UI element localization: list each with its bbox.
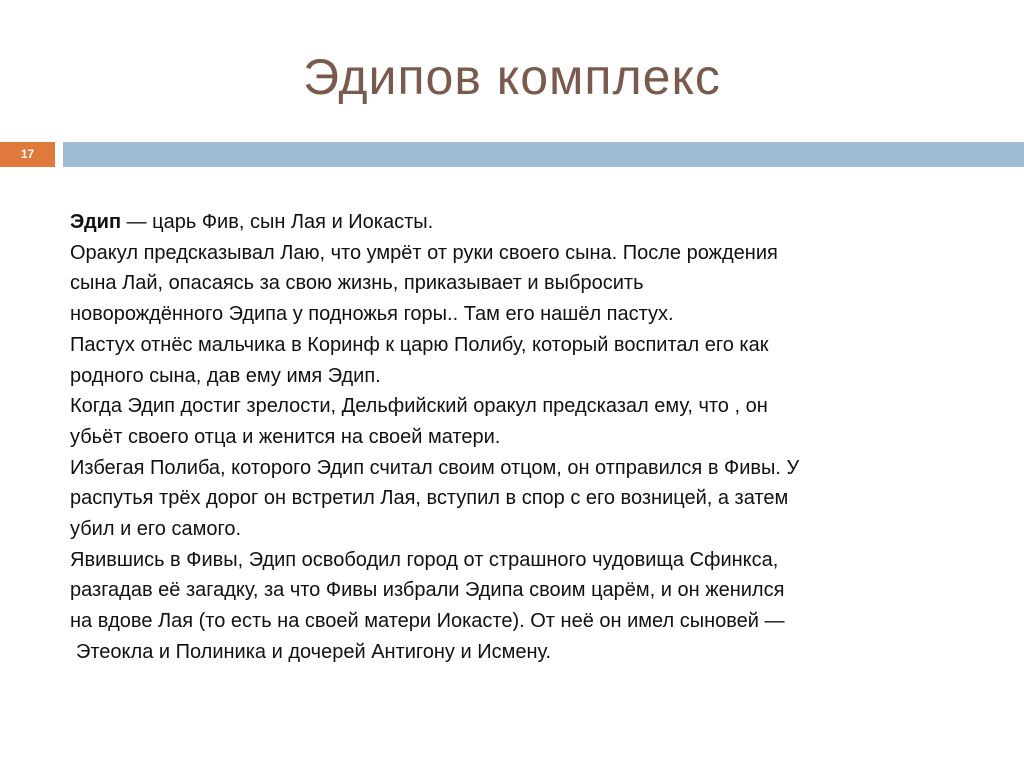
body-line: Оракул предсказывал Лаю, что умрёт от руки своего сына. После рождения xyxy=(70,241,778,264)
page-number-badge: 17 xyxy=(0,142,55,167)
body-line: новорождённого Эдипа у подножья горы.. Там его нашёл пастух. xyxy=(70,303,674,326)
body-line: убьёт своего отца и женится на своей матери. xyxy=(70,425,501,448)
body-line: Этеокла и Полиника и дочерей Антигону и Исмену. xyxy=(76,640,552,663)
body-line: родного сына, дав ему имя Эдип. xyxy=(70,364,381,387)
body-line: Когда Эдип достиг зрелости, Дельфийский оракул предсказал ему, что , он xyxy=(70,395,768,418)
body-line: убил и его самого. xyxy=(70,518,241,541)
body-line: сына Лай, опасаясь за свою жизнь, приказывает и выбросить xyxy=(70,272,644,295)
header-bar xyxy=(63,142,1024,167)
body-line: Избегая Полиба, которого Эдип считал своим отцом, он отправился в Фивы. У xyxy=(70,456,800,479)
body-line: распутья трёх дорог он встретил Лая, вступил в спор с его возницей, а затем xyxy=(70,487,789,510)
body-line: разгадав её загадку, за что Фивы избрали Эдипа своим царём, и он женился xyxy=(70,579,785,602)
intro-term: Эдип xyxy=(70,211,122,233)
slide-title: Эдипов комплекс xyxy=(303,49,721,105)
intro-rest: — царь Фив, сын Лая и Иокасты. xyxy=(121,211,434,233)
slide-body xyxy=(70,207,970,668)
intro-line xyxy=(70,207,970,238)
body-line: Явившись в Фивы, Эдип освободил город от страшного чудовища Сфинкса, xyxy=(70,548,779,571)
body-line: на вдове Лая (то есть на своей матери Иокасте). От неё он имел сыновей — xyxy=(70,610,785,633)
body-line: Пастух отнёс мальчика в Коринф к царю Полибу, который воспитал его как xyxy=(70,333,769,356)
